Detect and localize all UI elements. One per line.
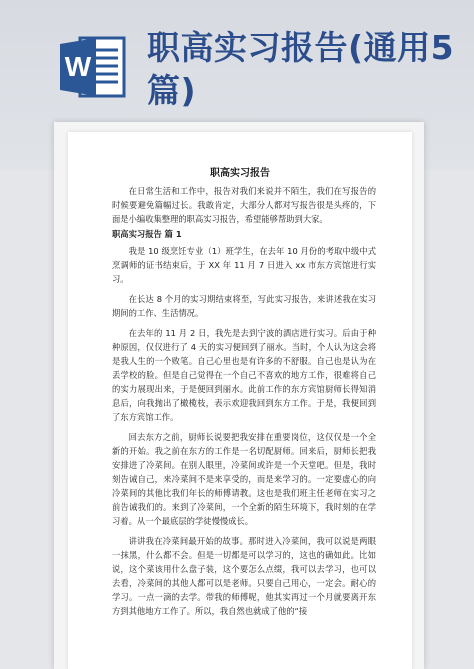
section-heading: 职高实习报告 篇 1 <box>112 229 182 239</box>
body-paragraph: 在去年的 11 月 2 日，我先是去到宁波的酒店进行实习。后由于种种原因，仅仅进行了 4 天的实习便回到了丽水。当时，个人认为这会将是我人生的一个败笔。自己心里也是有许多的不舒服。自己也是认为在丢学校的脸。但是自己觉得在一个自己不喜欢的地方工作，很难将自己的实力展现出来，于是便回到丽水。此前工作的东方宾馆厨师长得知消息后，向我抛出了橄榄枝，表示欢迎我回到东方工作。于是，我便回到了东方宾馆工作。 <box>112 328 376 422</box>
document-title: 职高实习报告 <box>210 168 270 179</box>
document-page <box>68 132 412 669</box>
page-title: 职高实习报告(通用5篇) <box>147 28 455 110</box>
body-paragraph: 回去东方之前，厨师长说要把我安排在重要岗位，这仅仅是一个全新的开始。我之前在东方的工作是一名切配厨师。回来后，厨师长把我安排进了冷菜间。在别人眼里，冷菜间或许是一个天堂吧。但是，我时刻告诫自己，来冷菜间不是来享受的，而是来学习的。一定要虚心的向冷菜间的其他比我们年长的师傅请教。这也是我们班主任老师在实习之前告诫我们的。来到了冷菜间，一个全新的陌生环境下，我时刻的在学习着。从一个最底层的学徒慢慢成长。 <box>112 432 376 526</box>
body-paragraph: 在长达 8 个月的实习期结束将至，写此实习报告，来讲述我在实习期间的工作、生活情况。 <box>112 294 376 318</box>
body-paragraph: 讲讲我在冷菜间最开始的故事。那时进入冷菜间，我可以说是两眼一抹黑，什么都不会。但是一切都是可以学习的，这也的确如此。比如说，这个菜该用什么盘子装，这个要怎么点缀，我可以去学习，也可以去看，冷菜间的其他人都可以是老师。只要自己用心，一定会。耐心的学习。一点一滴的去学。带我的师傅呢，他其实再过一个月就要离开东方到其他地方工作了。所以，我自然也就成了他的“接 <box>112 536 376 616</box>
logo-letter: W <box>64 51 92 82</box>
document-body <box>112 184 376 618</box>
body-paragraph: 我是 10 级烹饪专业（1）班学生，在去年 10 月份的考取中级中式烹调师的证书结束后，于 XX 年 11 月 7 日进入 xx 市东方宾馆进行实习。 <box>112 246 376 284</box>
word-document-icon <box>58 34 128 100</box>
intro-paragraph: 在日常生活和工作中，报告对我们来说并不陌生，我们在写报告的时候要避免篇幅过长。我敢肯定，大部分人都对写报告很是头疼的，下面是小编收集整理的职高实习报告，希望能够帮助到大家。 <box>112 186 376 224</box>
